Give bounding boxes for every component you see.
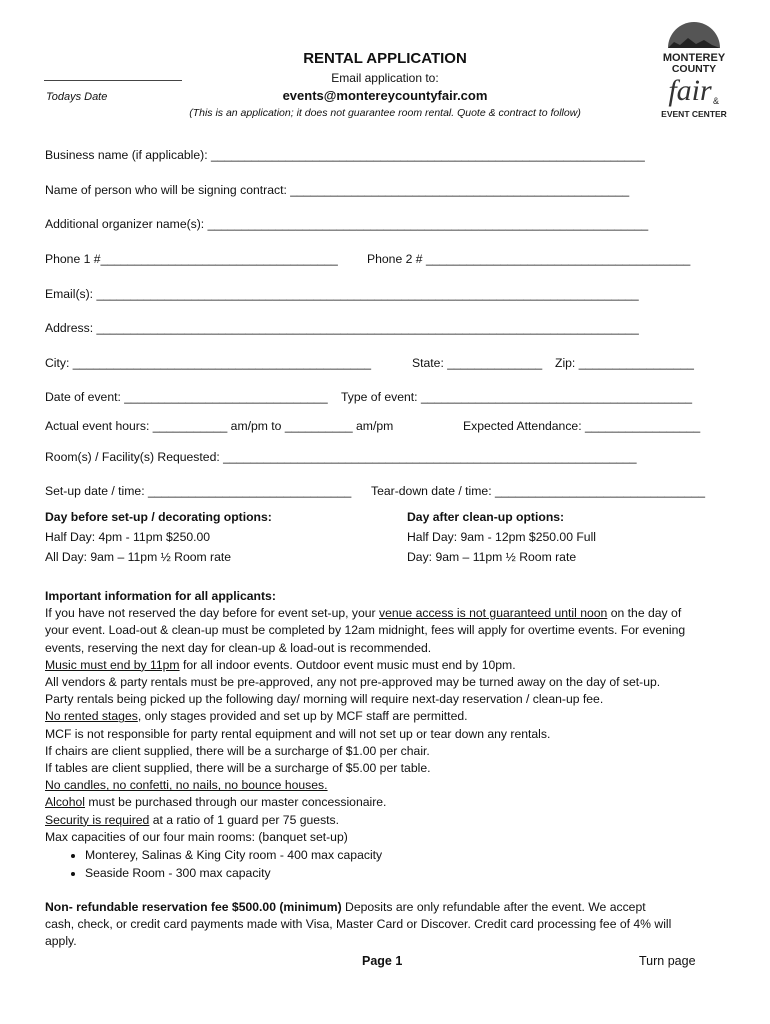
info-line: Alcohol must be purchased through our master concessionaire. [45,795,387,810]
fee-line: apply. [45,934,77,949]
capacity-item: • Monterey, Salinas & King City room - 400 max capacity [85,846,735,864]
info-line: No candles, no confetti, no nails, no bounce houses. [45,778,328,793]
info-line: your event. Load-out & clean-up must be completed by 12am midnight, fees will apply for overtime events. For evening [45,623,686,638]
phone2-field[interactable]: Phone 2 # _______________________________________ [367,252,691,266]
date-label: Todays Date [46,91,108,103]
info-heading: Important information for all applicants: [45,589,276,603]
event-date-field[interactable]: Date of event: ______________________________ [45,390,328,404]
info-line: Security is required at a ratio of 1 guard per 75 guests. [45,812,340,827]
after-half-day: Half Day: 9am - 12pm $250.00 Full [407,530,596,544]
phone1-field[interactable]: Phone 1 #___________________________________ [45,252,338,266]
info-line: All vendors & party rentals must be pre-approved, any not pre-approved may be turned away on the day of set-up. [45,675,661,690]
page-title: RENTAL APPLICATION [303,50,467,67]
info-line: MCF is not responsible for party rental equipment and will not set up or tear down any rentals. [45,726,551,741]
signer-name-field[interactable]: Name of person who will be signing contract: __________________________________________________ [45,183,630,197]
email-instruction: Email application to: [331,71,439,85]
business-name-field[interactable]: Business name (if applicable): ________________________________________________________________ [45,148,645,162]
info-line: Max capacities of our four main rooms: (banquet set-up) [45,829,348,844]
address-field[interactable]: Address: ________________________________________________________________________________ [45,321,639,335]
logo-line3: EVENT CENTER [661,109,727,119]
before-options-title: Day before set-up / decorating options: [45,510,272,524]
fee-line: cash, check, or credit card payments made with Visa, Master Card or Discover. Credit card processing fee of 4% will [45,917,672,932]
before-half-day: Half Day: 4pm - 11pm $250.00 [45,530,211,544]
logo-line1: MONTEREY [662,52,726,64]
logo-amp: & [712,96,720,106]
page-number: Page 1 [362,954,403,968]
event-type-field[interactable]: Type of event: ________________________________________ [341,390,693,404]
important-info [45,588,735,951]
organizer-names-field[interactable]: Additional organizer name(s): _________________________________________________________________ [45,217,649,231]
logo-emblem-icon [660,14,728,122]
turn-page-label: Turn page [639,954,696,968]
info-line: If tables are client supplied, there will be a surcharge of $5.00 per table. [45,761,431,776]
logo-line2: COUNTY [671,63,717,75]
info-line: If you have not reserved the day before for event set-up, your venue access is not guaranteed until noon on the day of [45,606,682,621]
info-line: No rented stages, only stages provided and set up by MCF staff are permitted. [45,709,468,724]
logo-script: fair [668,74,712,107]
before-all-day: All Day: 9am – 11pm ½ Room rate [45,550,232,564]
capacity-list [45,846,735,882]
info-line: If chairs are client supplied, there will be a surcharge of $1.00 per chair. [45,743,430,758]
capacity-item: • Seaside Room - 300 max capacity [85,864,735,882]
after-full-day: Day: 9am – 11pm ½ Room rate [407,550,577,564]
date-input-line[interactable] [44,80,182,81]
info-line: Music must end by 11pm for all indoor events. Outdoor event music must end by 10pm. [45,657,516,672]
rooms-requested-field[interactable]: Room(s) / Facility(s) Requested: _____________________________________________________________ [45,450,637,464]
info-line: events, reserving the next day for clean-up & load-out is recommended. [45,640,432,655]
state-field[interactable]: State: ______________ [412,356,543,370]
event-hours-field[interactable]: Actual event hours: ___________ am/pm to __________ am/pm [45,419,394,433]
zip-field[interactable]: Zip: _________________ [555,356,694,370]
emails-field[interactable]: Email(s): ________________________________________________________________________________ [45,287,639,301]
info-line: Party rentals being picked up the following day/ morning will require next-day reservation / clean-up fee. [45,692,604,707]
email-address: events@montereycountyfair.com [282,88,488,103]
setup-datetime-field[interactable]: Set-up date / time: ______________________________ [45,484,352,498]
attendance-field[interactable]: Expected Attendance: _________________ [463,419,701,433]
after-options-title: Day after clean-up options: [407,510,565,524]
fair-logo [660,14,728,122]
city-field[interactable]: City: ____________________________________________ [45,356,371,370]
teardown-datetime-field[interactable]: Tear-down date / time: _______________________________ [371,484,706,498]
application-note: (This is an application; it does not guarantee room rental. Quote & contract to follow) [189,107,581,119]
fee-line: Non- refundable reservation fee $500.00 (minimum) Deposits are only refundable after the event. We accept [45,900,646,915]
